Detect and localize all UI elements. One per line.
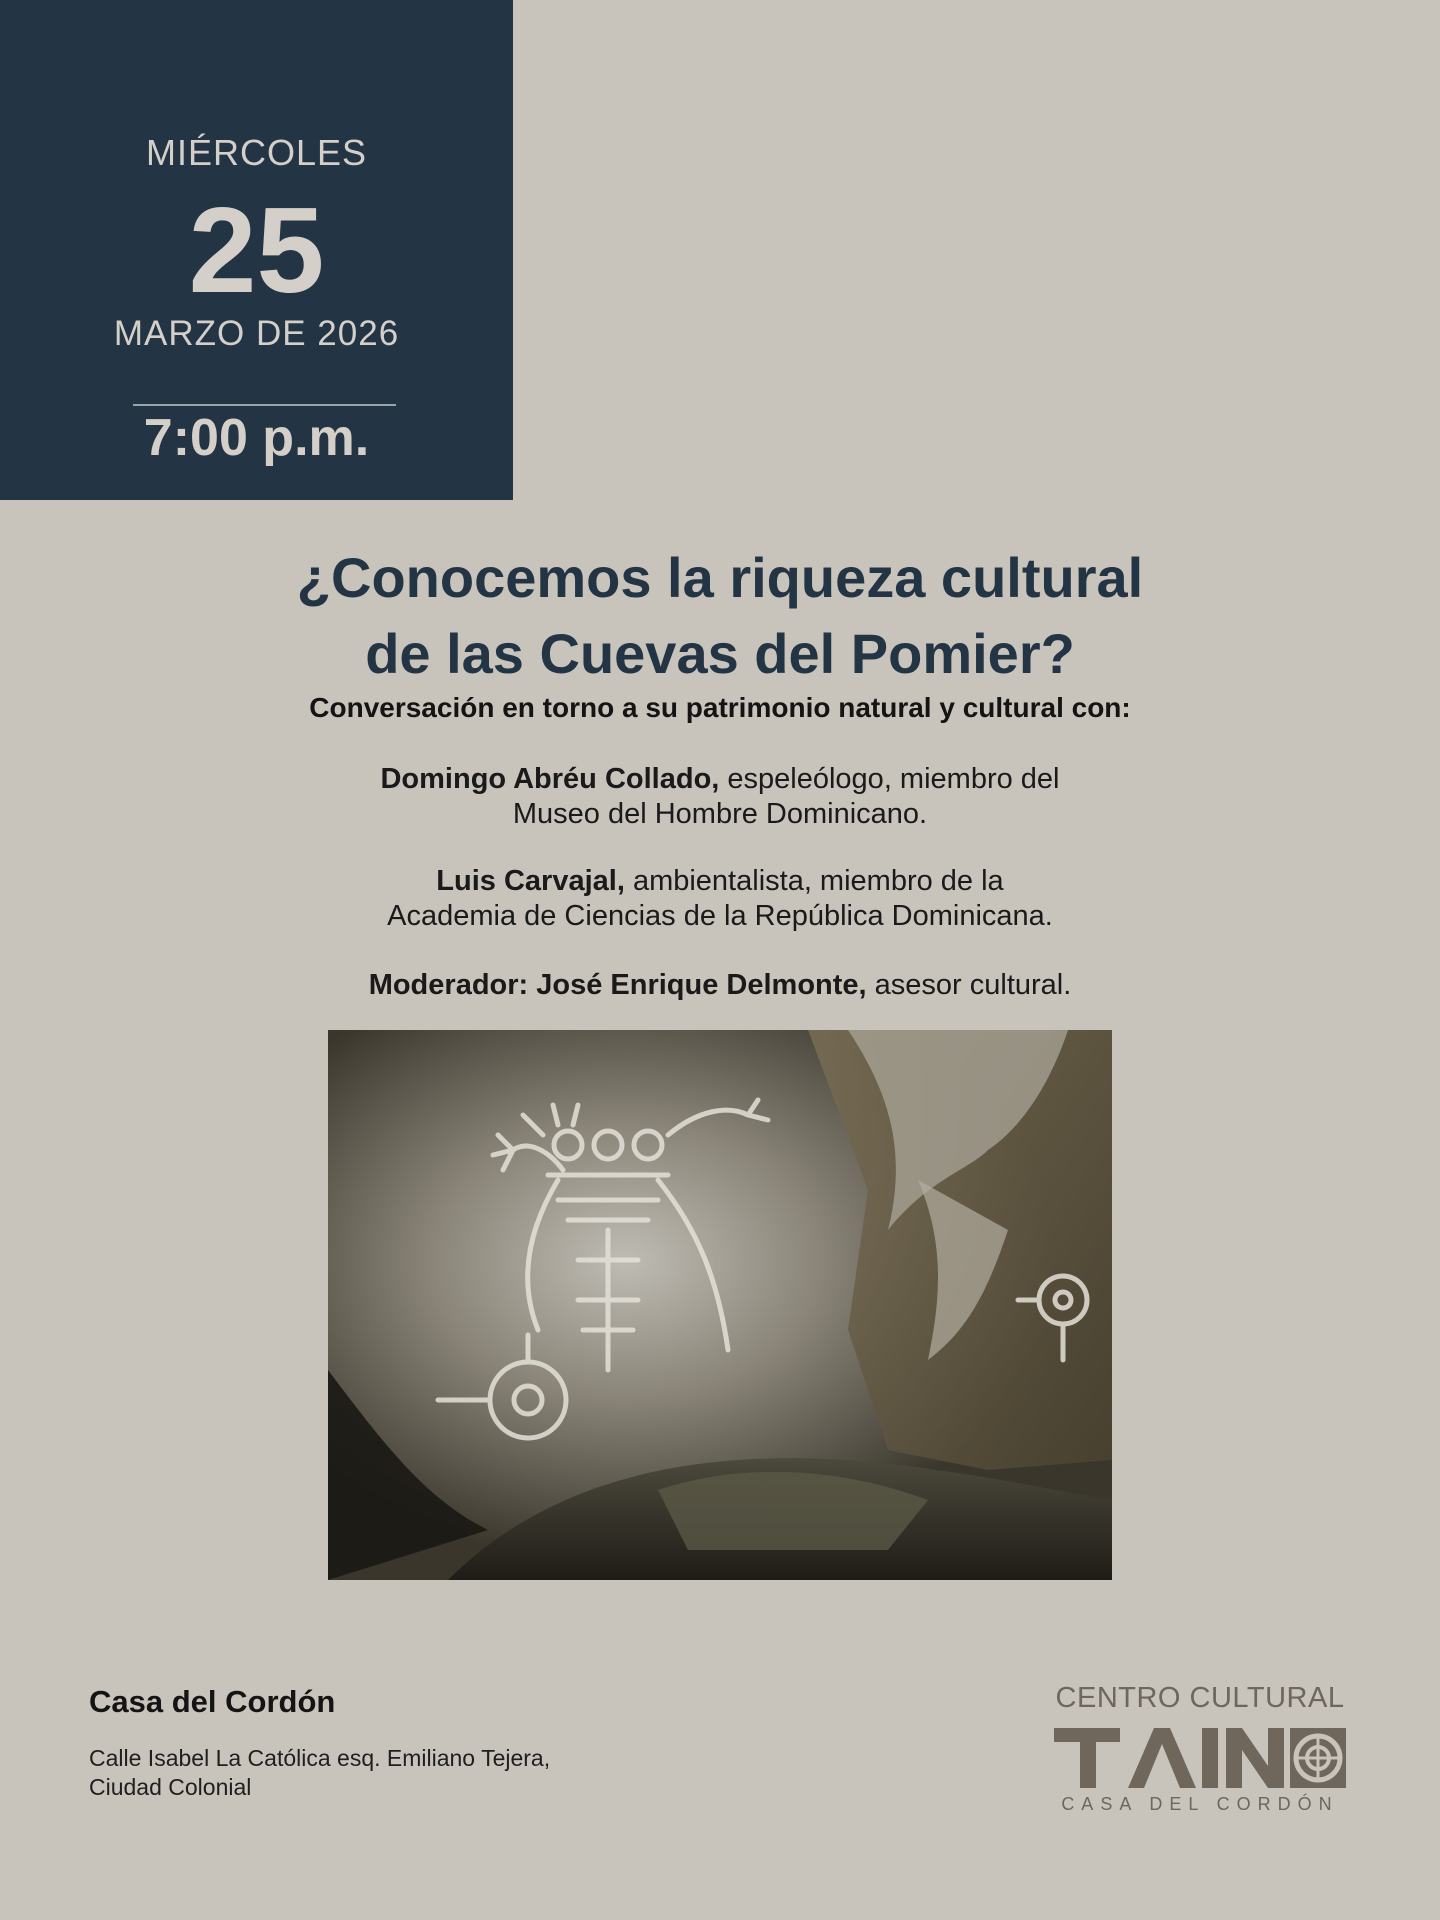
venue-address — [89, 1744, 550, 1802]
logo-bottom-text: CASA DEL CORDÓN — [1061, 1794, 1339, 1814]
venue-address-line-2: Ciudad Colonial — [89, 1774, 252, 1800]
speaker-2-role: ambientalista, miembro de la — [624, 865, 1004, 897]
event-day: 25 — [188, 182, 325, 318]
date-panel — [0, 0, 513, 500]
moderator — [230, 968, 1210, 1003]
logo-taino-wordmark — [1052, 1722, 1348, 1792]
event-title — [200, 540, 1240, 692]
event-time: 7:00 p.m. — [143, 409, 370, 467]
event-month-year: MARZO DE 2026 — [113, 314, 400, 353]
venue-name: Casa del Cordón — [89, 1684, 336, 1719]
speaker-1 — [230, 762, 1210, 832]
date-divider — [133, 404, 396, 406]
centro-cultural-taino-logo — [1052, 1682, 1348, 1822]
moderator-role: asesor cultural. — [866, 969, 1072, 1001]
speaker-1-role: espeleólogo, miembro del — [719, 763, 1060, 795]
event-title-line-1: ¿Conocemos la riqueza cultural — [296, 546, 1144, 609]
speaker-1-name: Domingo Abréu Collado, — [380, 763, 720, 795]
speaker-1-affiliation: Museo del Hombre Dominicano. — [512, 798, 928, 830]
event-weekday: MIÉRCOLES — [145, 132, 368, 173]
speaker-2-name: Luis Carvajal, — [436, 865, 625, 897]
venue-address-line-1: Calle Isabel La Católica esq. Emiliano Tejera, — [89, 1745, 551, 1771]
event-title-line-2: de las Cuevas del Pomier? — [365, 622, 1075, 685]
speaker-2-affiliation: Academia de Ciencias de la República Dominicana. — [387, 900, 1053, 932]
cave-petroglyph-photo — [328, 1030, 1112, 1580]
speaker-2 — [230, 864, 1210, 934]
cave-petroglyph-image — [328, 1030, 1112, 1580]
moderator-name: Moderador: José Enrique Delmonte, — [368, 969, 867, 1001]
event-subtitle: Conversación en torno a su patrimonio natural y cultural con: — [309, 692, 1131, 723]
logo-top-text: CENTRO CULTURAL — [1055, 1682, 1345, 1714]
